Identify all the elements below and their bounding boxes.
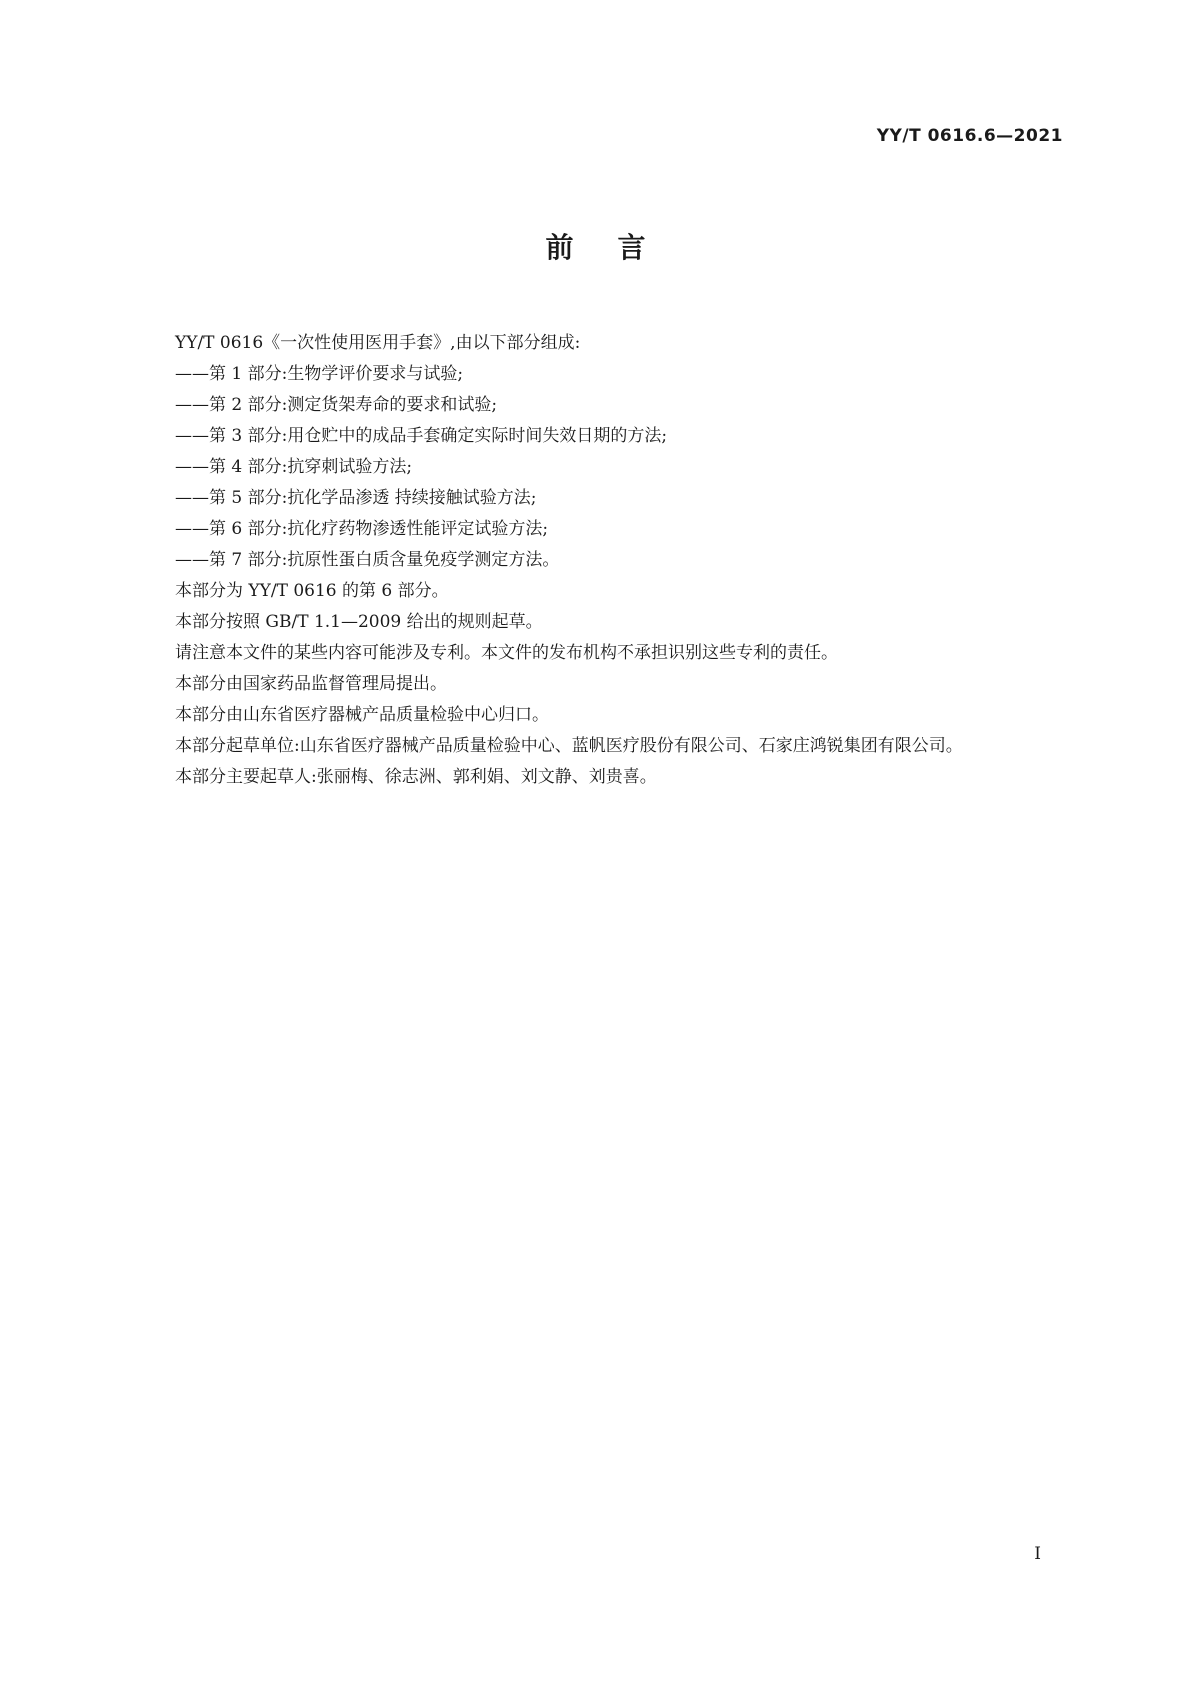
- list-item-part-3: ——第 3 部分:用仓贮中的成品手套确定实际时间失效日期的方法;: [175, 426, 668, 446]
- list-item-part-6: ——第 6 部分:抗化疗药物渗透性能评定试验方法;: [175, 519, 549, 539]
- standard-number: YY/T 0616.6—2021: [876, 126, 1063, 146]
- paragraph-drafting-units: 本部分起草单位:山东省医疗器械产品质量检验中心、蓝帆医疗股份有限公司、石家庄鸿锐集团有限公司。: [175, 736, 963, 756]
- list-item-part-5: ——第 5 部分:抗化学品渗透 持续接触试验方法;: [175, 488, 537, 508]
- paragraph-patent-notice: 请注意本文件的某些内容可能涉及专利。本文件的发布机构不承担识别这些专利的责任。: [175, 643, 838, 663]
- parts-list: [136, 359, 1058, 576]
- paragraph-drafting-rules: 本部分按照 GB/T 1.1—2009 给出的规则起草。: [175, 612, 543, 632]
- paragraph-centralized-by: 本部分由山东省医疗器械产品质量检验中心归口。: [175, 705, 549, 725]
- paragraph-drafters: 本部分主要起草人:张丽梅、徐志洲、郭利娟、刘文静、刘贵喜。: [175, 767, 657, 787]
- page-number: I: [1034, 1544, 1041, 1564]
- list-item-part-7: ——第 7 部分:抗原性蛋白质含量免疫学测定方法。: [175, 550, 560, 570]
- list-item-part-4: ——第 4 部分:抗穿刺试验方法;: [175, 457, 413, 477]
- list-item-part-1: ——第 1 部分:生物学评价要求与试验;: [175, 364, 464, 384]
- page-title: 前言: [545, 231, 690, 264]
- paragraph-proposed-by: 本部分由国家药品监督管理局提出。: [175, 674, 447, 694]
- paragraph-part-designation: 本部分为 YY/T 0616 的第 6 部分。: [175, 581, 449, 601]
- foreword-body: [136, 328, 1058, 793]
- list-item-part-2: ——第 2 部分:测定货架寿命的要求和试验;: [175, 395, 498, 415]
- intro-paragraph: YY/T 0616《一次性使用医用手套》,由以下部分组成:: [175, 333, 581, 353]
